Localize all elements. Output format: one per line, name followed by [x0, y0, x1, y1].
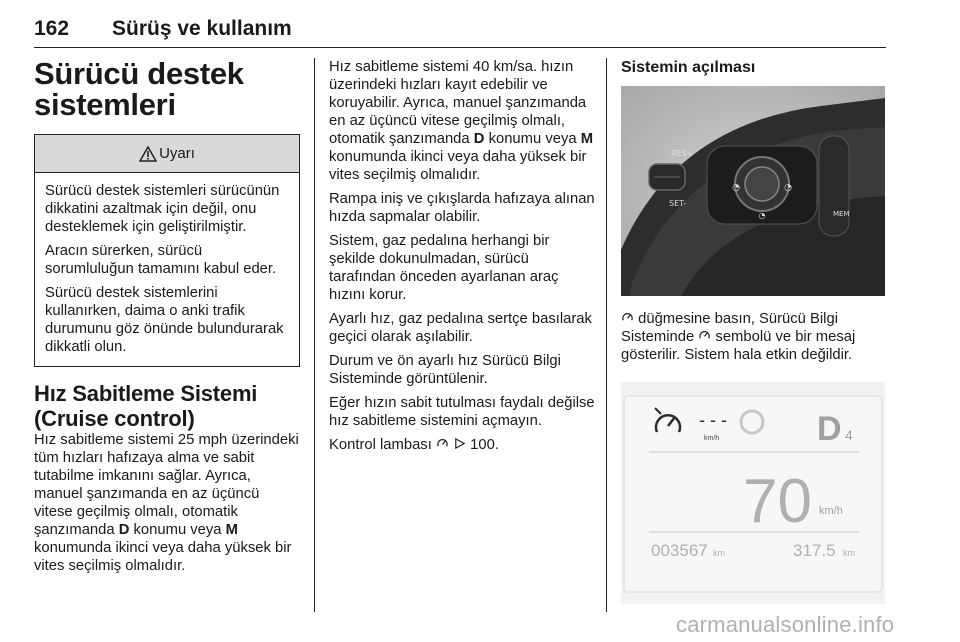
body-paragraph: Rampa iniş ve çıkışlarda hafızaya alınan hızda sapmalar olabilir. [329, 191, 595, 225]
cruise-control-heading: Hız Sabitleme Sistemi (Cruise control) [34, 381, 258, 431]
odometer: 003567 [651, 541, 708, 560]
section-title: Sürücü destek sistemleri [34, 56, 244, 122]
warning-paragraph: Sürücü destek sistemlerini kullanırken, daima o anki trafik durumunu göz önünde bulundurarak dikkatli olun. [45, 285, 284, 355]
svg-text:◔: ◔ [784, 183, 792, 193]
body-paragraph: Ayarlı hız, gaz pedalına sertçe basılarak geçici olarak aşılabilir. [329, 311, 592, 345]
mem-label: MEM [833, 210, 850, 218]
chapter-title: Sürüş ve kullanım [112, 17, 292, 40]
body-paragraph: Kontrol lambası 100. [329, 437, 499, 453]
body-paragraph: Durum ve ön ayarlı hız Sürücü Bilgi Sisteminde görüntülenir. [329, 353, 561, 387]
reference-arrow-icon [453, 437, 466, 450]
body-paragraph: Eğer hızın sabit tutulması faydalı değilse hız sabitleme sistemini açmayın. [329, 395, 595, 429]
odometer-unit: km [713, 548, 725, 558]
body-paragraph: Hız sabitleme sistemi 40 km/sa. hızın üzerindeki hızları kayıt edebilir ve koruyabilir. Ayrıca, manuel şanzımanda en az üçüncü vitese geçilmiş olmalı, otomatik şanzımanda D konumu veya M konumunda ikinci veya daha yüksek bir vites seçilmiş olmalıdır. [329, 59, 594, 183]
svg-text:◔: ◔ [758, 211, 766, 220]
set-speed-unit: km/h [704, 435, 720, 442]
warning-body [35, 173, 299, 366]
body-paragraph: düğmesine basın, Sürücü Bilgi Sisteminde sembolü ve bir mesaj gösterilir. Sistem hala etkin değildir. [621, 311, 856, 363]
speed-unit: km/h [819, 505, 843, 517]
trip-meter: 317.5 [793, 541, 836, 560]
body-paragraph: Hız sabitleme sistemi 25 mph üzerindeki tüm hızları hafızaya alma ve sabit tutabilme imkanını sağlar. Ayrıca, manuel şanzımanda en az üçüncü vitese geçilmiş olmalı, otomatik şanzımanda D konumu veya M konumunda ikinci veya daha yüksek bir vites seçilmiş olmalıdır. [34, 432, 299, 574]
cruise-control-icon [698, 329, 711, 342]
watermark: carmanualsonline.info [676, 612, 895, 637]
gear-indicator: D [817, 410, 842, 448]
trip-unit: km [843, 548, 855, 558]
page-number: 162 [34, 17, 70, 40]
column-divider [606, 58, 607, 612]
column-divider [314, 58, 315, 612]
instrument-cluster-display [621, 382, 885, 604]
column-1 [34, 58, 300, 581]
column-3 [621, 58, 887, 604]
page-header [34, 14, 886, 48]
svg-text:◔: ◔ [732, 183, 740, 193]
warning-box [34, 134, 300, 367]
current-speed: 70 [743, 467, 812, 536]
warning-label: Uyarı [159, 145, 195, 162]
warning-paragraph: Sürücü destek sistemleri sürücünün dikkatini azaltmak için değil, onu desteklemek için geliştirilmiştir. [45, 183, 280, 235]
warning-triangle-icon [139, 146, 157, 162]
warning-header [35, 135, 299, 173]
res-label: RES+ [671, 149, 694, 158]
steering-wheel-photo [621, 86, 885, 296]
gear-number: 4 [845, 427, 853, 443]
cruise-control-icon [621, 311, 634, 324]
warning-paragraph: Aracın sürerken, sürücü sorumluluğun tamamını kabul eder. [45, 243, 277, 277]
cruise-control-icon [436, 437, 449, 450]
set-label: SET- [669, 199, 687, 208]
body-paragraph: Sistem, gaz pedalına herhangi bir şekilde dokunulmadan, sürücü tarafından önceden ayarlanan araç hızını korur. [329, 233, 559, 303]
subsection-title: Sistemin açılması [621, 59, 756, 76]
column-2 [329, 58, 595, 460]
set-speed-dashes: - - - [699, 410, 727, 430]
